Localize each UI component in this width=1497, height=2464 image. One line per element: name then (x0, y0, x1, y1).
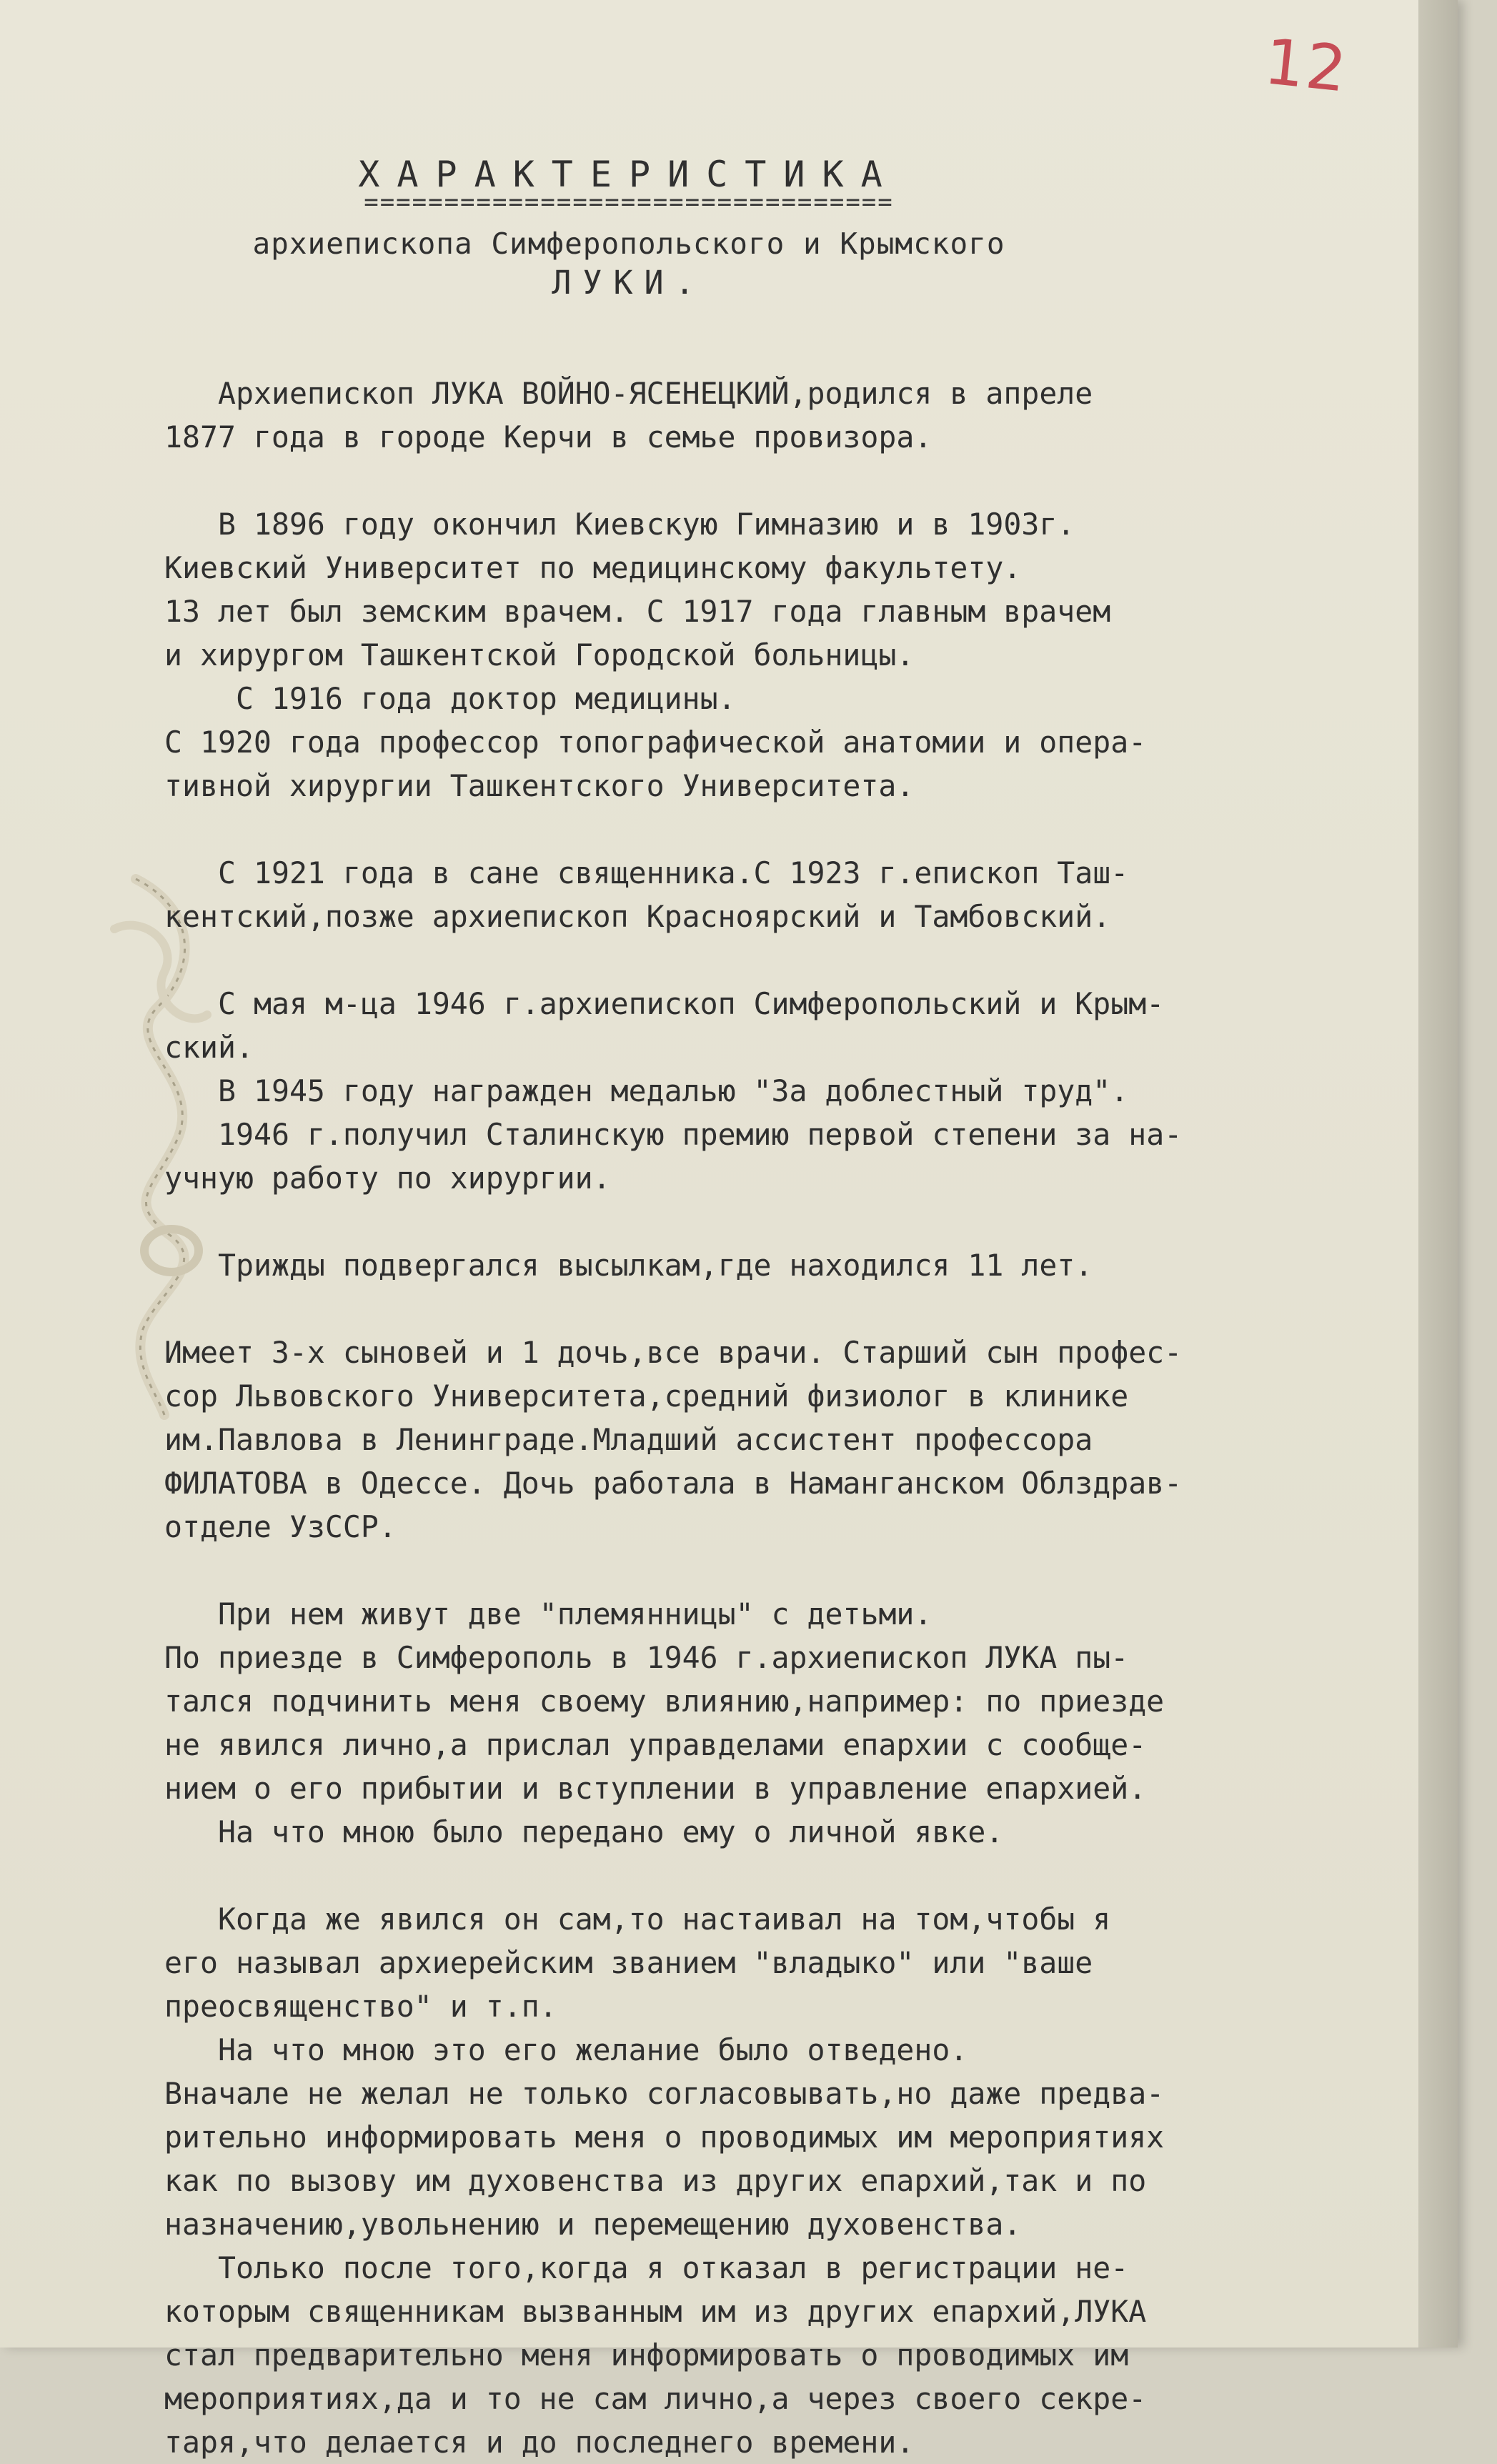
text-line: На что мною было передано ему о личной явке. (218, 1814, 1004, 1849)
text-line: С 1920 года профессор топографической анатомии и опера- (164, 725, 1147, 760)
text-line: как по вызову им духовенства из других епархий,так и по (164, 2163, 1147, 2198)
paragraph (164, 372, 1408, 459)
paragraph (164, 1897, 1408, 2464)
text-line: им.Павлова в Ленинграде.Младший ассистент профессора (164, 1422, 1093, 1457)
text-line: Имеет 3-х сыновей и 1 дочь,все врачи. Старший сын профес- (164, 1335, 1183, 1370)
text-line: С 1921 года в сане священника.С 1923 г.епископ Таш- (218, 855, 1129, 890)
paragraph (164, 1243, 1408, 1287)
text-line: кентский,позже архиепископ Красноярский и Тамбовский. (164, 899, 1111, 934)
text-line: Киевский Университет по медицинскому факультету. (164, 550, 1022, 585)
title-underline: ================================= (364, 188, 894, 217)
paragraph (164, 851, 1408, 938)
text-line: Трижды подвергался высылкам,где находился 11 лет. (218, 1248, 1093, 1283)
document-header (129, 154, 1129, 302)
paragraph (164, 982, 1408, 1200)
text-line: тивной хирургии Ташкентского Университета. (164, 768, 915, 803)
text-line: мероприятиях,да и то не сам лично,а через своего секре- (164, 2381, 1147, 2416)
text-line: По приезде в Симферополь в 1946 г.архиепископ ЛУКА пы- (164, 1640, 1129, 1675)
text-line: рительно информировать меня о проводимых им мероприятиях (164, 2120, 1165, 2155)
paragraph (164, 1592, 1408, 1854)
paragraph (164, 502, 1408, 808)
text-line: Когда же явился он сам,то настаивал на том,чтобы я (218, 1902, 1111, 1937)
text-line: преосвященство" и т.п. (164, 1989, 557, 2024)
document-body (164, 372, 1408, 2464)
text-line: нием о его прибытии и вступлении в управление епархией. (164, 1771, 1147, 1806)
text-line: назначению,увольнению и перемещению духовенства. (164, 2207, 1022, 2242)
archive-page-number: 12 (1260, 24, 1352, 106)
text-line: На что мною это его желание было отведено. (218, 2032, 968, 2067)
text-line: В 1896 году окончил Киевскую Гимназию и в 1903г. (218, 507, 1075, 542)
text-line: С 1916 года доктор медицины. (236, 681, 736, 716)
text-line: сор Львовского Университета,средний физиолог в клинике (164, 1378, 1129, 1414)
paper-edge (1418, 0, 1458, 2348)
document-subtitle: архиепископа Симферопольского и Крымского (252, 227, 1005, 261)
text-line: 1946 г.получил Сталинскую премию первой степени за на- (218, 1117, 1183, 1152)
paragraph (164, 1331, 1408, 1549)
text-line: Архиепископ ЛУКА ВОЙНО-ЯСЕНЕЦКИЙ,родился в апреле (218, 376, 1093, 411)
text-line: и хирургом Ташкентской Городской больницы. (164, 637, 915, 672)
text-line: таря,что делается и до последнего времени. (164, 2425, 915, 2460)
document-subject-name: ЛУКИ. (552, 264, 706, 302)
text-line: тался подчинить меня своему влиянию,например: по приезде (164, 1684, 1165, 1719)
text-line: ский. (164, 1030, 254, 1065)
text-line: Только после того,когда я отказал в регистрации не- (218, 2250, 1129, 2285)
text-line: стал предварительно меня информировать о проводимых им (164, 2338, 1129, 2373)
text-line: ФИЛАТОВА в Одессе. Дочь работала в Наманганском Облздрав- (164, 1466, 1183, 1501)
text-line: которым священникам вызванным им из других епархий,ЛУКА (164, 2294, 1147, 2329)
text-line: Вначале не желал не только согласовывать,но даже предва- (164, 2076, 1165, 2111)
text-line: не явился лично,а прислал управделами епархии с сообще- (164, 1727, 1147, 1762)
text-line: учную работу по хирургии. (164, 1161, 611, 1196)
text-line: 13 лет был земским врачем. С 1917 года главным врачем (164, 594, 1111, 629)
text-line: При нем живут две "племянницы" с детьми. (218, 1596, 932, 1631)
document-title: ХАРАКТЕРИСТИКА (358, 154, 900, 195)
text-line: 1877 года в городе Керчи в семье провизора. (164, 419, 932, 454)
text-line: С мая м-ца 1946 г.архиепископ Симферопольский и Крым- (218, 986, 1165, 1021)
text-line: его называл архиерейским званием "владыко" или "ваше (164, 1945, 1093, 1980)
text-line: В 1945 году награжден медалью "За доблестный труд". (218, 1073, 1129, 1108)
text-line: отделе УзССР. (164, 1509, 397, 1544)
